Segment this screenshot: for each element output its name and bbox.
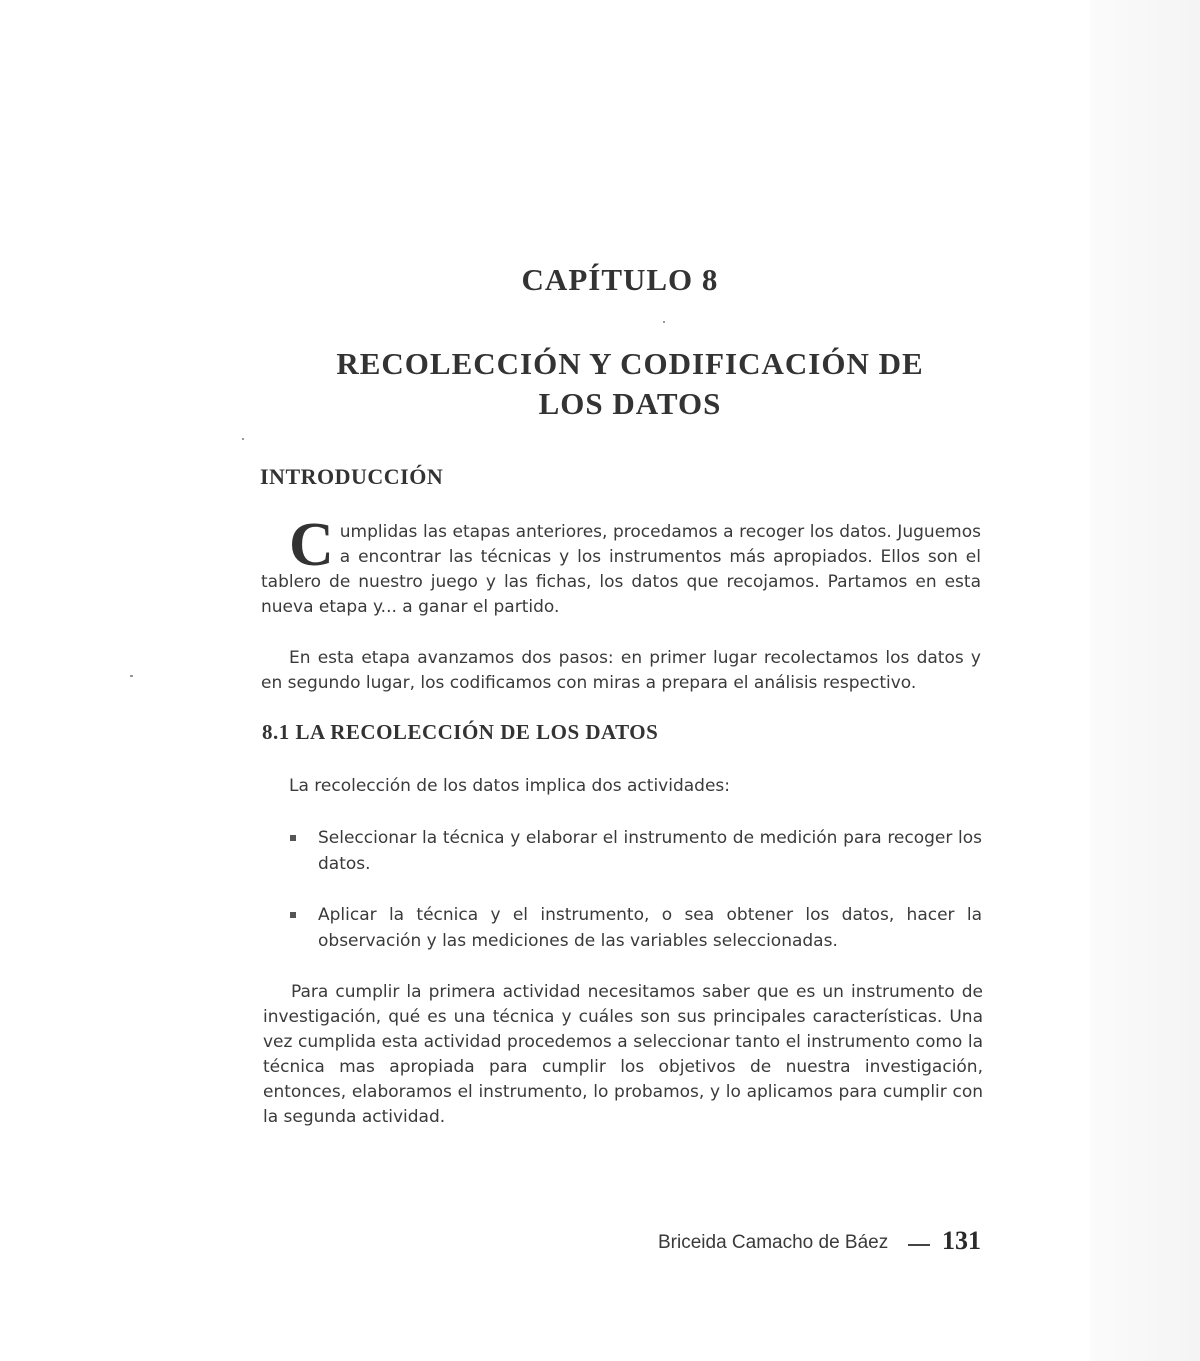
list-item-text: Aplicar la técnica y el instrumento, o sea obtener los datos, hacer la observación y las mediciones de las variables seleccionadas.: [318, 905, 982, 951]
section-heading: 8.1 LA RECOLECCIÓN DE LOS DATOS: [262, 720, 659, 744]
scan-speck: [242, 438, 244, 440]
chapter-label: CAPÍTULO 8: [521, 262, 719, 297]
intro-paragraph-text: umplidas las etapas anteriores, procedamos a recoger los datos. Juguemos a encontrar las técnicas y los instrumentos más apropiados. Ellos son el tablero de nuestro juego y las fichas, los datos que recojamos. Partamos en esta nueva etapa y... a ganar el partido.: [261, 522, 981, 617]
bullet-icon: [290, 835, 296, 841]
page-number: 131: [942, 1226, 981, 1255]
chapter-title-line: RECOLECCIÓN Y CODIFICACIÓN DE: [336, 346, 924, 381]
chapter-title: [260, 344, 1000, 424]
intro-paragraph: [261, 511, 981, 620]
chapter-title-line: LOS DATOS: [538, 386, 722, 421]
page-edge-shadow: [1090, 0, 1200, 1361]
scan-speck: [663, 321, 665, 323]
intro-paragraph-2: En esta etapa avanzamos dos pasos: en primer lugar recolectamos los datos y en segundo lugar, los codificamos con miras a prepara el análisis respectivo.: [261, 648, 981, 693]
intro-heading: INTRODUCCIÓN: [260, 464, 444, 489]
section-paragraph: Para cumplir la primera actividad necesitamos saber que es un instrumento de investigación, qué es una técnica y cuáles son sus principales características. Una vez cumplida esta actividad procedemos a seleccionar tanto el instrumento como la técnica mas apropiada para cumplir los objetivos de nuestra investigación, entonces, elaboramos el instrumento, lo probamos, y lo aplicamos para cumplir con la segunda actividad.: [263, 982, 983, 1127]
section-lead: La recolección de los datos implica dos actividades:: [289, 776, 730, 796]
scan-speck: [130, 675, 133, 677]
list-item: [290, 902, 982, 954]
footer-author: Briceida Camacho de Báez: [658, 1232, 889, 1253]
drop-cap: C: [289, 511, 334, 579]
footer-dash: [908, 1244, 930, 1246]
bullet-icon: [290, 912, 296, 918]
list-item: [290, 825, 982, 877]
list-item-text: Seleccionar la técnica y elaborar el instrumento de medición para recoger los datos.: [318, 828, 982, 874]
